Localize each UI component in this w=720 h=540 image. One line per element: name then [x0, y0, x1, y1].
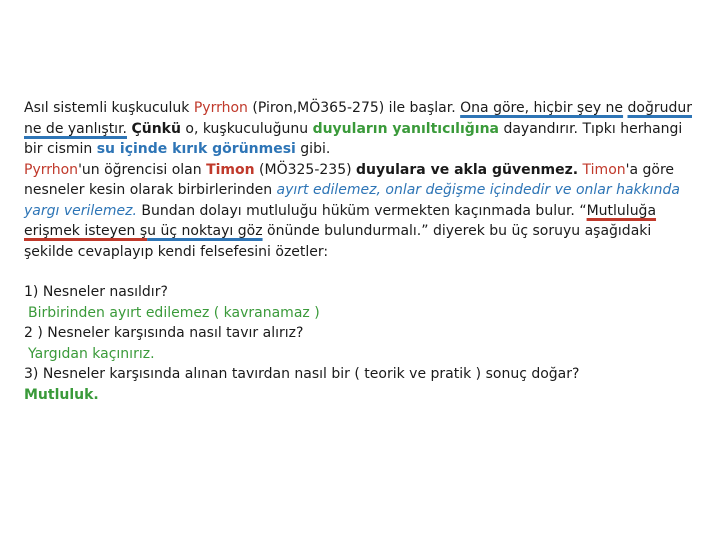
question-1: 1) Nesneler nasıldır?: [24, 284, 168, 300]
answer-1: Birbirinden ayırt edilemez ( kavranamaz ): [28, 304, 320, 321]
text-run: (MÖ325-235): [254, 161, 357, 178]
text-run: (Piron,MÖ365-275) ile başlar.: [247, 100, 461, 116]
highlight-duyular: duyuların yanıltıcılığına: [312, 120, 499, 137]
text-run: Bundan dolayı mutluluğu hüküm vermekten kaçınmada bulur. “: [136, 202, 587, 219]
name-pyrrhon: Pyrrhon: [24, 161, 79, 178]
text-block: [24, 98, 704, 405]
text-run: Asıl sistemli kuşkuculuk: [24, 100, 194, 116]
text-run: dayandırır. Tıpkı herhangi bir cismin: [24, 120, 683, 157]
keyword-duyulara: duyulara ve akla güvenmez.: [356, 161, 579, 178]
text-run: 'un öğrencisi olan: [78, 161, 207, 178]
question-3: 3) Nesneler karşısında alınan tavırdan nasıl bir ( teorik ve pratik ) sonuç doğar?: [24, 366, 580, 382]
question-2: 2 ) Nesneler karşısında nasıl tavır alırız?: [24, 325, 304, 341]
paragraph-timon: [24, 160, 704, 263]
qa-list: [24, 282, 704, 405]
highlight-su-icinde: su içinde kırık görünmesi: [96, 141, 296, 157]
text-run: önünde bulundurmalı.” diyerek bu üç soruyu aşağıdaki şekilde cevaplayıp kendi felsefesini özetler:: [24, 223, 652, 260]
text-run: 'a göre nesneler kesin olarak birbirlerinden: [24, 161, 675, 198]
underlined-quote: Mutluluğa erişmek isteyen ş: [24, 202, 657, 239]
name-timon: Timon: [582, 161, 626, 178]
name-pyrrhon: Pyrrhon: [193, 100, 248, 116]
highlight-ayirt-edilemez: ayırt edilemez, onlar değişme içindedir ve onlar hakkında yargı verilemez.: [24, 182, 680, 219]
spacer: [24, 262, 704, 282]
underlined-claim-part2: doğrudur ne de yanlıştır.: [24, 100, 692, 137]
text-run: o, kuşkuculuğunu: [180, 120, 313, 137]
answer-2: Yargıdan kaçınırız.: [28, 345, 155, 362]
name-timon: Timon: [206, 161, 255, 178]
keyword-cunku: Çünkü: [131, 120, 181, 137]
underlined-claim-part1: Ona göre, hiçbir şey ne: [460, 100, 624, 116]
text-run: gibi.: [295, 141, 331, 157]
answer-3: Mutluluk.: [24, 386, 99, 403]
underlined-three-points: u üç noktayı göz: [147, 223, 263, 239]
paragraph-pyrrhon: [24, 98, 704, 160]
